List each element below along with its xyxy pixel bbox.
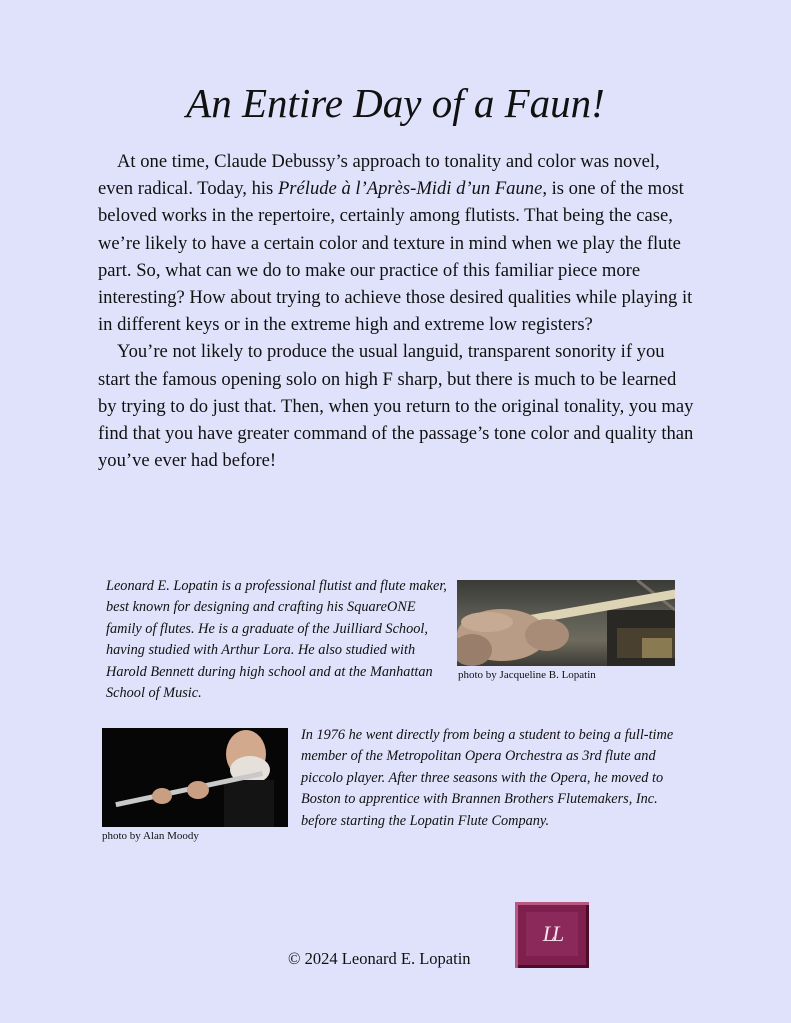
paragraph-2: You’re not likely to produce the usual languid, transparent sonority if you start the famous opening solo on high F sharp, but there is much to be learned by trying to do just that. Then, when you return to the original tonality, you may find that you have greater command of the passage’s tone color and quality than you’ve ever had before! (98, 341, 694, 472)
paragraph-1 (98, 148, 698, 338)
article-title: An Entire Day of a Faun! (186, 80, 605, 126)
hands-flute-image (457, 580, 675, 666)
photo-flutist (102, 728, 288, 827)
logo-monogram: LL (526, 912, 578, 956)
paragraph-1-start: At one time, Claude Debussy’s approach to tonality and color was novel, even radical. Today, his (98, 151, 660, 200)
photo2-credit: photo by Alan Moody (102, 830, 199, 842)
work-title: Prélude à l’Après-Midi d’un Faune (277, 178, 543, 200)
copyright-notice: © 2024 Leonard E. Lopatin (288, 949, 471, 968)
paragraph-1-end: , is one of the most beloved works in the repertoire, certainly among flutists. That being the case, we’re likely to have a certain color and texture in mind when we play the flute part. So, what can we do to make our practice of this familiar piece more interesting? How about trying to achieve those desired qualities while playing it in different keys or in the extreme high and extreme low registers? (98, 178, 693, 336)
bio-paragraph-1: Leonard E. Lopatin is a professional flutist and flute maker, best known for designing and crafting his SquareONE family of flutes. He is a graduate of the Juilliard School, having studied with Arthur Lora. He also studied with Harold Bennett during high school and at the Manhattan School of Music. (106, 578, 447, 702)
lopatin-logo (515, 902, 589, 968)
article-body (98, 148, 698, 474)
photo1-credit: photo by Jacqueline B. Lopatin (458, 669, 596, 681)
flutist-image (102, 728, 288, 827)
bio-paragraph-2: In 1976 he went directly from being a student to being a full-time member of the Metropolitan Opera Orchestra as 3rd flute and piccolo player. After three seasons with the Opera, he moved to Boston to apprentice with Brannen Brothers Flutemakers, Inc. before starting the Lopatin Flute Company. (301, 727, 674, 829)
photo-hands-flute (457, 580, 675, 666)
